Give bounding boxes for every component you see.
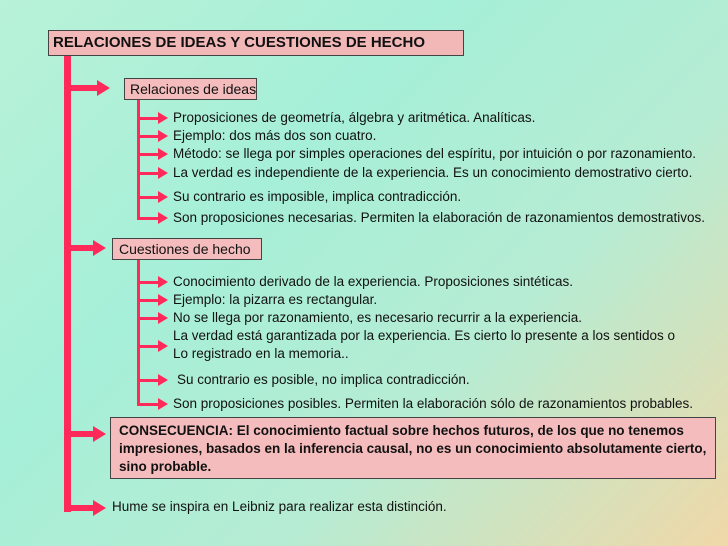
- relaciones-label: Relaciones de ideas: [124, 78, 257, 100]
- cuestiones-label: Cuestiones de hecho: [112, 238, 262, 260]
- hume-note: Hume se inspira en Leibniz para realizar esta distinción.: [112, 499, 447, 514]
- relaciones-item: Su contrario es imposible, implica contradicción.: [173, 189, 462, 204]
- consecuencia-box: CONSECUENCIA: El conocimiento factual sobre hechos futuros, de los que no tenemos impresiones, basados en la inferencia causal, no es un conocimiento absolutamente cierto, sino probable.: [110, 417, 716, 479]
- cuestiones-item: Lo registrado en la memoria..: [173, 346, 349, 361]
- cuestiones-item: La verdad está garantizada por la experiencia. Es cierto lo presente a los sentidos o: [173, 328, 676, 343]
- relaciones-item: Método: se llega por simples operaciones del espíritu, por intuición o por razonamiento.: [173, 146, 697, 161]
- cuestiones-item: Son proposiciones posibles. Permiten la elaboración sólo de razonamientos probables.: [173, 396, 694, 411]
- main-connector: [64, 56, 71, 512]
- cuestiones-item: Ejemplo: la pizarra es rectangular.: [173, 292, 378, 307]
- relaciones-item: Proposiciones de geometría, álgebra y aritmética. Analíticas.: [173, 110, 536, 125]
- relaciones-item: La verdad es independiente de la experiencia. Es un conocimiento demostrativo cierto.: [173, 165, 693, 180]
- relaciones-item: Ejemplo: dos más dos son cuatro.: [173, 128, 377, 143]
- cuestiones-item: Su contrario es posible, no implica contradicción.: [177, 372, 470, 387]
- relaciones-item: Son proposiciones necesarias. Permiten la elaboración de razonamientos demostrativos.: [173, 210, 706, 225]
- cuestiones-item: Conocimiento derivado de la experiencia. Proposiciones sintéticas.: [173, 274, 573, 289]
- cuestiones-item: No se llega por razonamiento, es necesario recurrir a la experiencia.: [173, 310, 582, 325]
- diagram-title: RELACIONES DE IDEAS Y CUESTIONES DE HECHO: [48, 30, 464, 56]
